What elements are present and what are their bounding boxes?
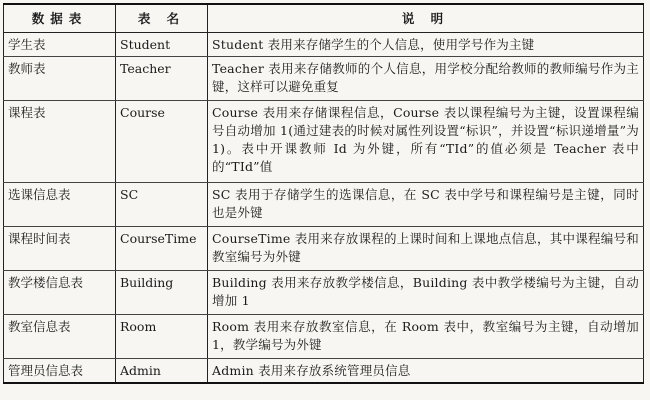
- cell-description: Admin 表用来存放系统管理员信息: [208, 359, 644, 384]
- table-header-row: [4, 4, 644, 33]
- cell-table-name: Student: [116, 33, 208, 57]
- cell-table-label: 选课信息表: [4, 183, 116, 227]
- table-row: [4, 359, 644, 384]
- table-row: [4, 227, 644, 271]
- cell-description: Student 表用来存储学生的个人信息，使用学号作为主键: [208, 33, 644, 57]
- table-row: [4, 183, 644, 227]
- cell-table-label: 学生表: [4, 33, 116, 57]
- cell-table-label: 课程时间表: [4, 227, 116, 271]
- table-row: [4, 33, 644, 57]
- cell-description: Course 表用来存储课程信息，Course 表以课程编号为主键，设置课程编号自动增加 1(通过建表的时候对属性列设置“标识”，并设置“标识递增量”为 1)。表中开课教师 Id 为外键，所有“TId”的值必须是 Teacher 表中的“TId”值: [208, 101, 644, 183]
- cell-description: SC 表用于存储学生的选课信息，在 SC 表中学号和课程编号是主键，同时也是外键: [208, 183, 644, 227]
- cell-table-label: 教师表: [4, 57, 116, 101]
- cell-table-label: 课程表: [4, 101, 116, 183]
- cell-table-name: SC: [116, 183, 208, 227]
- cell-table-name: Course: [116, 101, 208, 183]
- cell-description: Teacher 表用来存储教师的个人信息，用学校分配给教师的教师编号作为主键，这样可以避免重复: [208, 57, 644, 101]
- cell-table-label: 管理员信息表: [4, 359, 116, 384]
- table-row: [4, 57, 644, 101]
- cell-description: Room 表用来存放教室信息，在 Room 表中，教室编号为主键，自动增加 1，教学编号为外键: [208, 315, 644, 359]
- table-row: [4, 315, 644, 359]
- cell-table-label: 教室信息表: [4, 315, 116, 359]
- cell-table-name: Room: [116, 315, 208, 359]
- cell-table-name: Teacher: [116, 57, 208, 101]
- cell-description: Building 表用来存放教学楼信息，Building 表中教学楼编号为主键，自动增加 1: [208, 271, 644, 315]
- cell-table-name: CourseTime: [116, 227, 208, 271]
- cell-table-name: Admin: [116, 359, 208, 384]
- cell-table-name: Building: [116, 271, 208, 315]
- table-row: [4, 101, 644, 183]
- cell-table-label: 教学楼信息表: [4, 271, 116, 315]
- cell-description: CourseTime 表用来存放课程的上课时间和上课地点信息，其中课程编号和教室编号为外键: [208, 227, 644, 271]
- header-description-column: 说 明: [208, 4, 644, 33]
- header-table-column: 数据表: [4, 4, 116, 33]
- data-tables-table: [3, 3, 644, 384]
- header-name-column: 表 名: [116, 4, 208, 33]
- table-row: [4, 271, 644, 315]
